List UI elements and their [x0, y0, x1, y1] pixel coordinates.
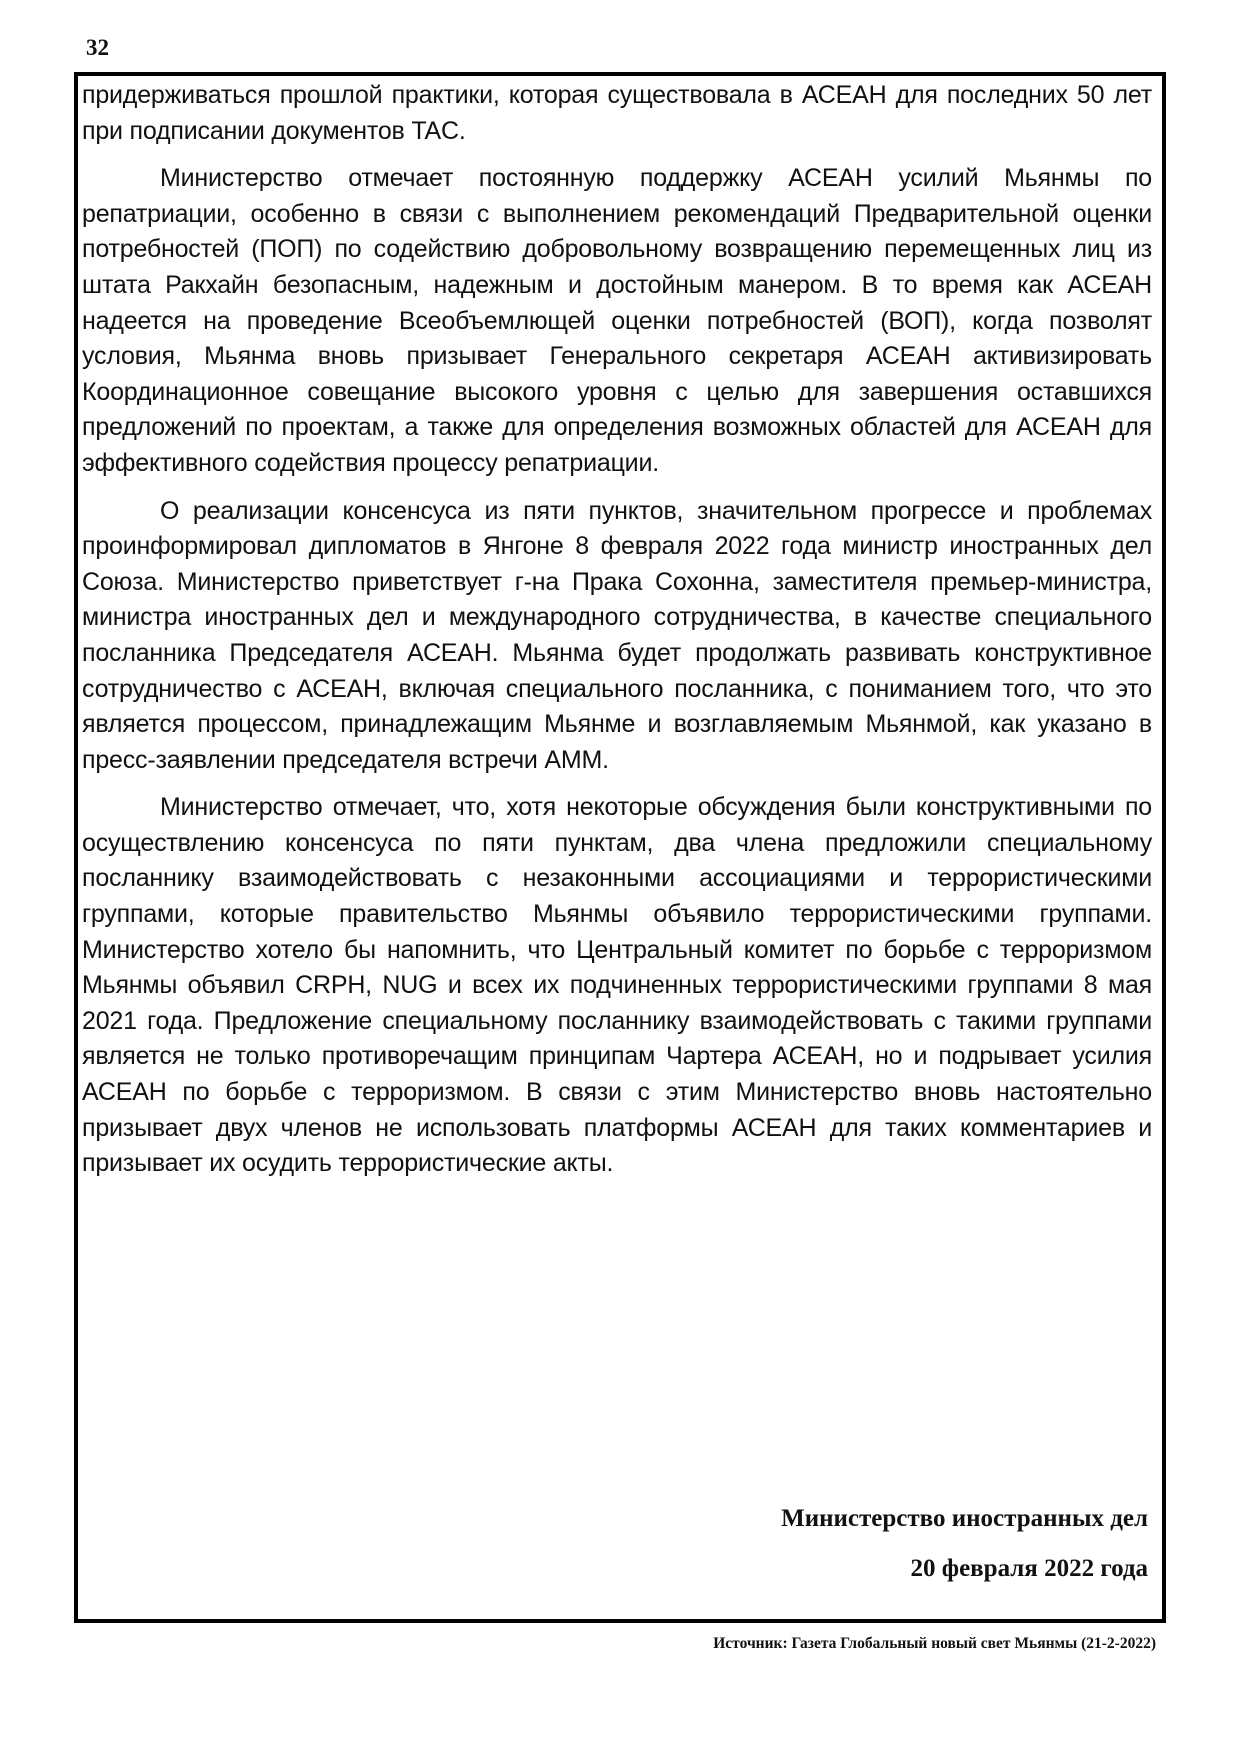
- paragraph-five-point-consensus: О реализации консенсуса из пяти пунктов, значительном прогрессе и проблемах проинформировал дипломатов в Янгоне 8 февраля 2022 года министр иностранных дел Союза. Министерство приветствует г-на Прака Сохонна, заместителя премьер-министра, министра иностранных дел и международного сотрудничества, в качестве специального посланника Председателя АСЕАН. Мьянма будет продолжать развивать конструктивное сотрудничество с АСЕАН, включая специального посланника, с пониманием того, что это является процессом, принадлежащим Мьянме и возглавляемым Мьянмой, как указано в пресс-заявлении председателя встречи АММ.: [82, 496, 1152, 774]
- paragraph-terrorism: Министерство отмечает, что, хотя некоторые обсуждения были конструктивными по осуществлению консенсуса по пяти пунктам, два члена предложили специальному посланнику взаимодействовать с незаконными ассоциациями и террористическими группами, которые правительство Мьянмы объявило террористическими группами. Министерство хотело бы напомнить, что Центральный комитет по борьбе с терроризмом Мьянмы объявил CRPH, NUG и всех их подчиненных террористическими группами 8 мая 2021 года. Предложение специальному посланнику взаимодействовать с такими группами является не только противоречащим принципам Чартера АСЕАН, но и подрывает усилия АСЕАН по борьбе с терроризмом. В связи с этим Министерство вновь настоятельно призывает двух членов не использовать платформы АСЕАН для таких комментариев и призывает их осудить террористические акты.: [82, 793, 1152, 1178]
- paragraph-repatriation: Министерство отмечает постоянную поддержку АСЕАН усилий Мьянмы по репатриации, особенно в связи с выполнением рекомендаций Предварительной оценки потребностей (ПОП) по содействию добровольному возвращению перемещенных лиц из штата Ракхайн безопасным, надежным и достойным манером. В то время как АСЕАН надеется на проведение Всеобъемлющей оценки потребностей (ВОП), когда позволят условия, Мьянма вновь призывает Генерального секретаря АСЕАН активизировать Координационное совещание высокого уровня с целью для завершения оставшихся предложений по проектам, а также для определения возможных областей для АСЕАН для эффективного содействия процессу репатриации.: [82, 164, 1152, 477]
- paragraph-continuation: придерживаться прошлой практики, которая существовала в АСЕАН для последних 50 лет при подписании документов TAC.: [82, 81, 1152, 145]
- page-number: 32: [86, 35, 109, 60]
- source-note: Источник: Газета Глобальный новый свет Мьянмы (21-2-2022): [713, 1635, 1156, 1652]
- signature-date: 20 февраля 2022 года: [910, 1555, 1148, 1582]
- signature-organization: Министерство иностранных дел: [781, 1505, 1148, 1532]
- signature-block: [781, 1494, 1148, 1594]
- document-body: [82, 78, 1152, 1194]
